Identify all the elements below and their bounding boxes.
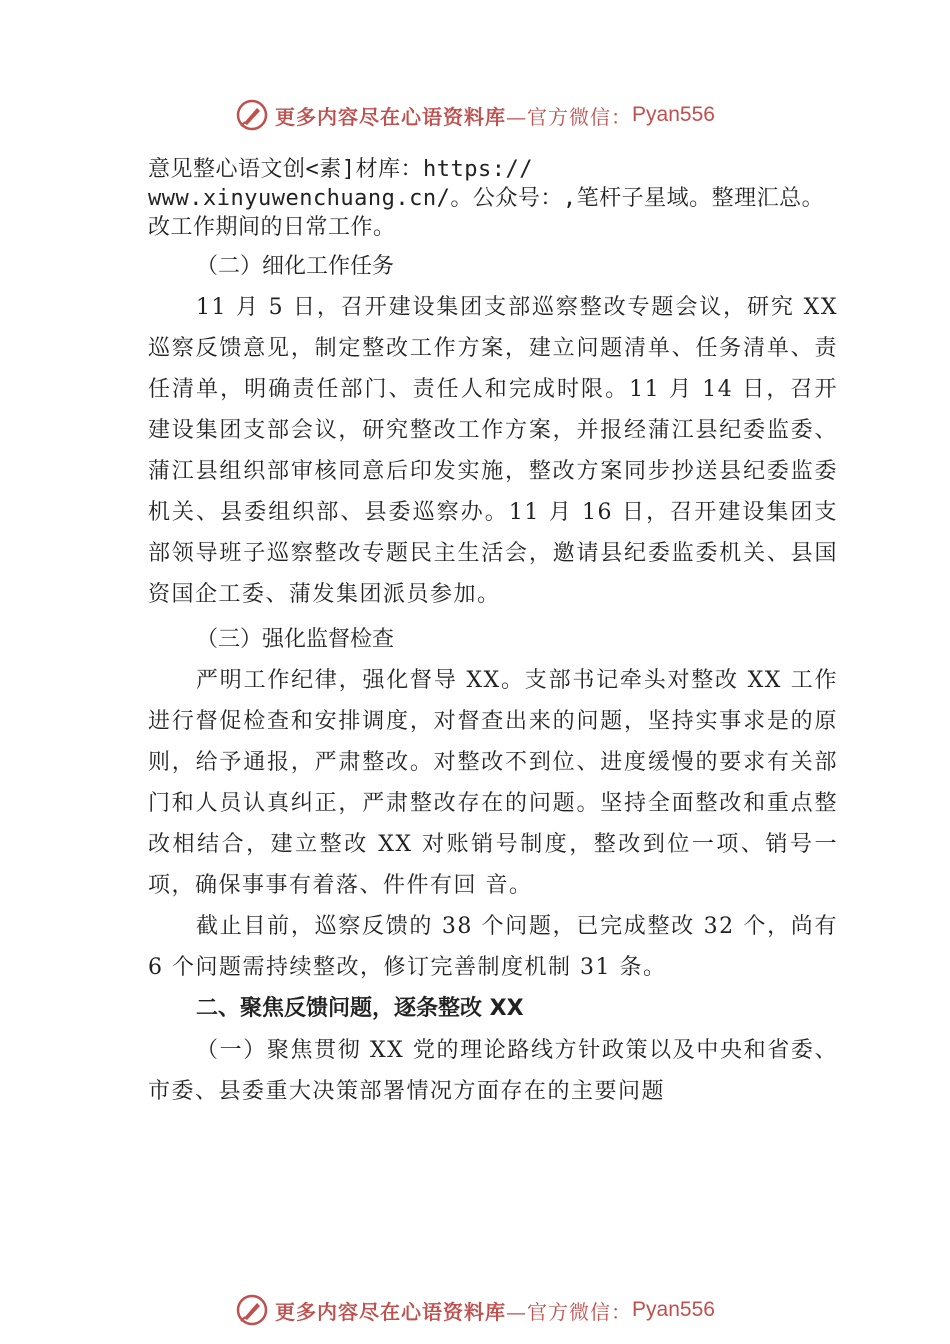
banner-main-text: 更多内容尽在心语资料库 [275, 1299, 507, 1324]
section-title-feedback-issues: 二、聚焦反馈问题，逐条整改 XX [196, 996, 524, 1021]
heading-refine-tasks: （二）细化工作任务 [196, 254, 395, 279]
source-note-line-3: 改工作期间的日常工作。 [148, 215, 396, 240]
document-body [148, 155, 838, 1112]
paragraph-strengthen-supervision: 严明工作纪律，强化督导 XX。支部书记牵头对整改 XX 工作进行督促检查和安排调度，对督查出来的问题，坚持实事求是的原则，给予通报，严肃整改。对整改不到位、进度缓慢的要求有关部门和人员认真纠正，严肃整改存在的问题。坚持全面整改和重点整改相结合，建立整改 XX 对账销号制度，整改到位一项、销号一项，确保事事有着落、件件有回 音。 [148, 668, 838, 898]
banner-wechat-id: Pyan556 [632, 1298, 715, 1321]
heading-strengthen-supervision: （三）强化监督检查 [196, 627, 395, 652]
pen-logo-icon [235, 1293, 269, 1327]
banner-main-text: 更多内容尽在心语资料库 [275, 104, 507, 129]
banner-separator-text: —官方微信： [506, 104, 633, 129]
paragraph-refine-tasks: 11 月 5 日，召开建设集团支部巡察整改专题会议，研究 XX 巡察反馈意见，制定整改工作方案，建立问题清单、任务清单、责任清单，明确责任部门、责任人和完成时限。11 月 14 日，召开建设集团支部会议，研究整改工作方案，并报经蒲江县纪委监委、蒲江县组织部审核同意后印发实施，整改方案同步抄送县纪委监委机关、县委组织部、县委巡察办。11 月 16 日，召开建设集团支部领导班子巡察整改专题民主生活会，邀请县纪委监委机关、县国资国企工委、蒲发集团派员参加。 [148, 295, 838, 607]
paragraph-progress-summary: 截止目前，巡察反馈的 38 个问题，已完成整改 32 个，尚有 6 个问题需持续整改，修订完善制度机制 31 条。 [148, 914, 838, 980]
header-watermark-banner [0, 95, 950, 135]
paragraph-main-issues: （一）聚焦贯彻 XX 党的理论路线方针政策以及中央和省委、市委、县委重大决策部署情况方面存在的主要问题 [148, 1038, 838, 1104]
banner-wechat-id: Pyan556 [632, 103, 715, 126]
source-note-line-1: 意见整心语文创<素]材库：https:// [148, 157, 533, 182]
footer-watermark-banner [0, 1290, 950, 1330]
banner-separator-text: —官方微信： [506, 1299, 633, 1324]
pen-logo-icon [235, 98, 269, 132]
source-note-line-2: www.xinyuwenchuang.cn/。公众号：,笔杆子星域。整理汇总。 [148, 186, 825, 211]
